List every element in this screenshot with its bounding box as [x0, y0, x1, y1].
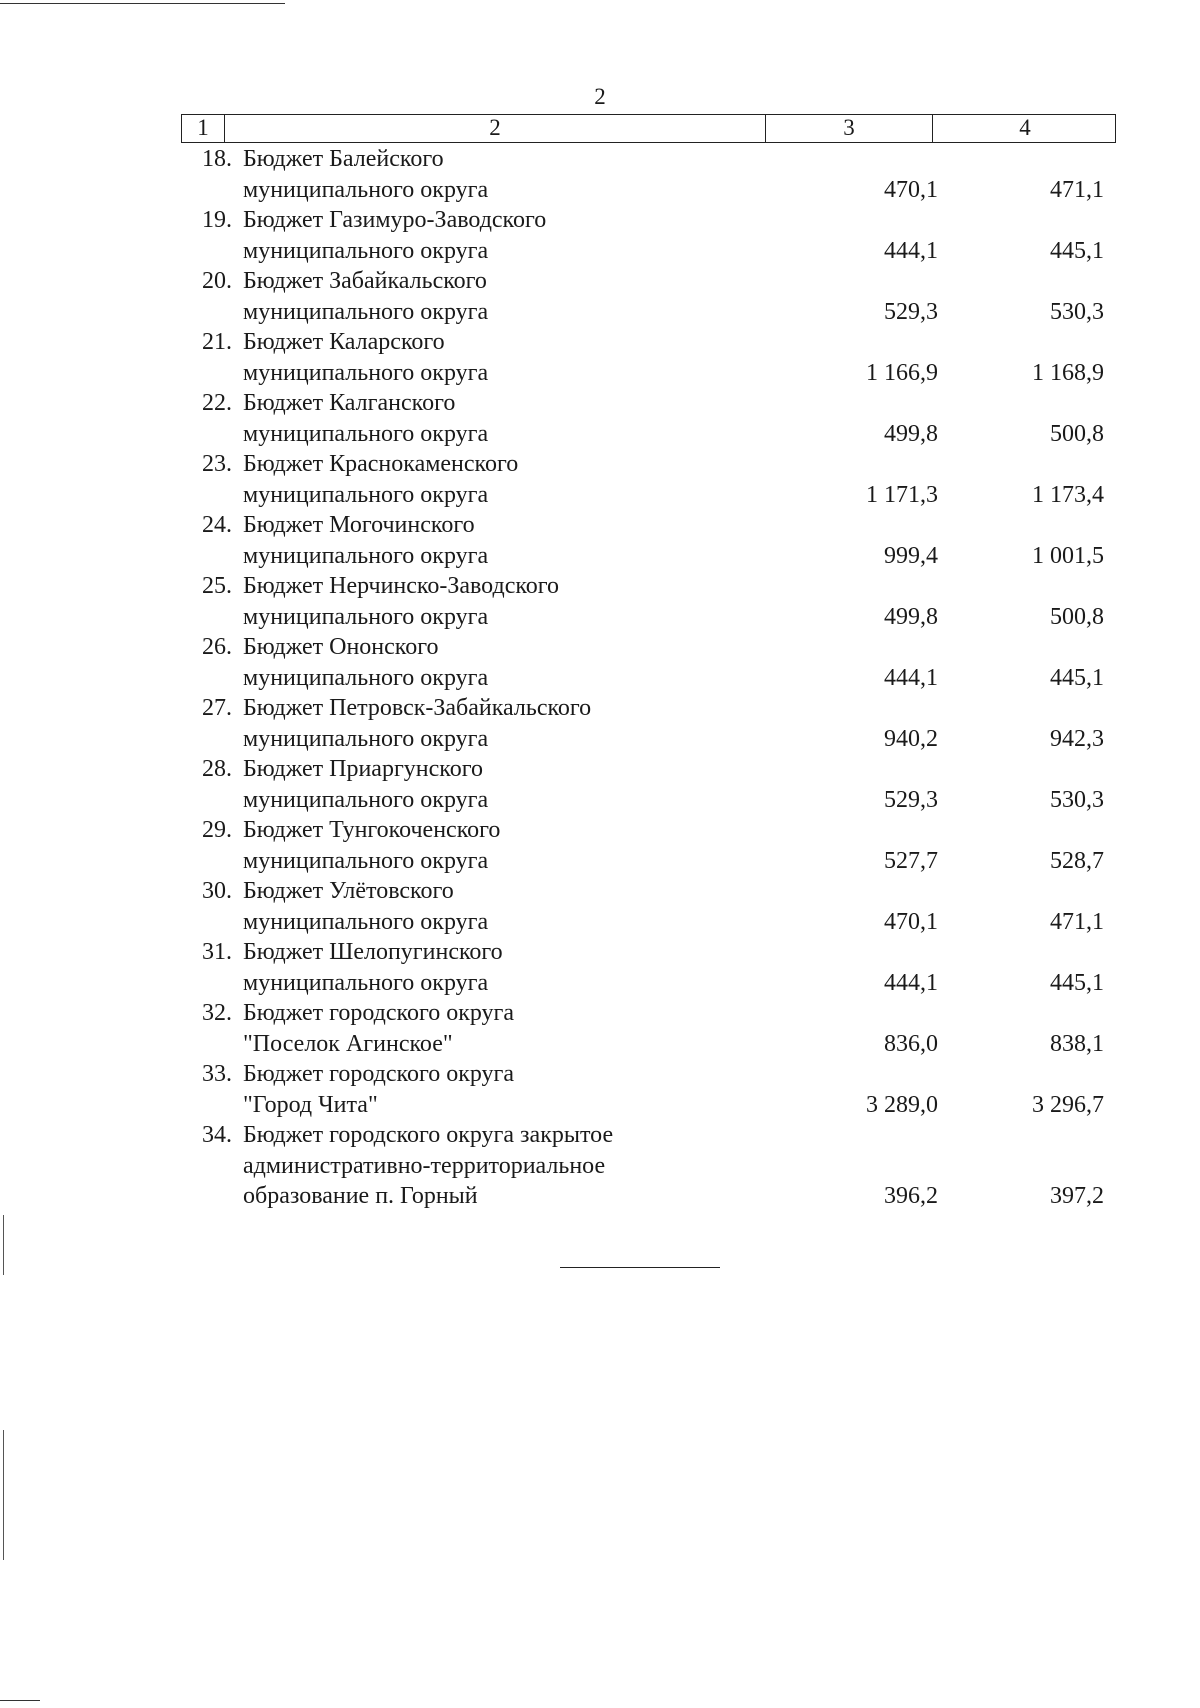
table-row-line — [0, 1059, 1200, 1090]
budget-name-text: Бюджет Улётовского — [243, 878, 454, 904]
row-number: 30. — [202, 878, 232, 904]
value-col-3: 396,2 — [884, 1183, 938, 1209]
table-row — [0, 327, 1200, 388]
value-col-4: 942,3 — [1050, 725, 1104, 752]
value-col-4: 528,7 — [1050, 847, 1104, 874]
row-number: 34. — [202, 1122, 232, 1148]
value-col-4: 1 168,9 — [1032, 359, 1104, 386]
value-col-4: 471,1 — [1050, 176, 1104, 203]
table-row — [0, 449, 1200, 510]
budget-name-text: "Поселок Агинское" — [243, 1030, 453, 1057]
row-number: 25. — [202, 573, 232, 599]
value-col-4: 530,3 — [1050, 786, 1104, 813]
table-row-line — [0, 998, 1200, 1029]
table-row-line — [0, 175, 1200, 206]
row-number: 26. — [202, 634, 232, 660]
value-col-3: 940,2 — [884, 725, 938, 752]
budget-name-text: муниципального округа — [243, 664, 489, 691]
budget-name-text: Бюджет Забайкальского — [243, 268, 487, 294]
value-col-4: 445,1 — [1050, 664, 1104, 691]
table-row-line — [0, 602, 1200, 633]
top-edge-rule — [0, 3, 285, 4]
budget-name-text: Бюджет Балейского — [243, 146, 444, 172]
row-number: 32. — [202, 1000, 232, 1026]
row-number: 31. — [202, 939, 232, 965]
value-col-4: 530,3 — [1050, 298, 1104, 325]
value-col-3: 444,1 — [884, 237, 938, 264]
table-row-line — [0, 297, 1200, 328]
budget-name-text: муниципального округа — [243, 542, 489, 569]
value-col-3: 529,3 — [884, 786, 938, 813]
budget-name-text: муниципального округа — [243, 298, 489, 325]
value-col-3: 470,1 — [884, 176, 938, 203]
budget-name-text: Бюджет Петровск-Забайкальского — [243, 695, 592, 721]
row-number: 27. — [202, 695, 232, 721]
budget-name-text: образование п. Горный — [243, 1183, 478, 1209]
page-number: 2 — [594, 84, 606, 109]
table-row — [0, 144, 1200, 205]
value-col-3: 527,7 — [884, 847, 938, 874]
value-col-3: 470,1 — [884, 908, 938, 935]
value-col-3: 1 166,9 — [866, 359, 938, 386]
table-row-line — [0, 1151, 1200, 1182]
value-col-4: 445,1 — [1050, 237, 1104, 264]
table-row-line — [0, 144, 1200, 175]
table-row-line — [0, 388, 1200, 419]
header-col-2: 2 — [489, 115, 501, 140]
budget-name-text: муниципального округа — [243, 176, 489, 203]
budget-name-text: Бюджет городского округа — [243, 1000, 515, 1026]
bottom-edge-rule — [0, 1700, 40, 1701]
budget-name-text: Бюджет городского округа закрытое — [243, 1122, 614, 1148]
budget-name-text: муниципального округа — [243, 725, 489, 752]
table-row-line — [0, 907, 1200, 938]
scan-edge-mark — [3, 1215, 4, 1275]
row-number: 24. — [202, 512, 232, 538]
table-row-line — [0, 1120, 1200, 1151]
value-col-3: 836,0 — [884, 1030, 938, 1057]
table-row — [0, 388, 1200, 449]
table-row — [0, 1059, 1200, 1120]
table-row-line — [0, 419, 1200, 450]
value-col-3: 499,8 — [884, 603, 938, 630]
header-col-3: 3 — [843, 115, 855, 140]
scan-edge-mark — [3, 1430, 4, 1560]
budget-name-text: муниципального округа — [243, 481, 489, 508]
table-row — [0, 571, 1200, 632]
table-row-line — [0, 693, 1200, 724]
table-row — [0, 876, 1200, 937]
budget-name-text: Бюджет Тунгокоченского — [243, 817, 501, 843]
budget-name-text: административно-территориальное — [243, 1152, 606, 1179]
header-col-4: 4 — [1019, 115, 1031, 140]
table-row-line — [0, 541, 1200, 572]
row-number: 33. — [202, 1061, 232, 1087]
value-col-4: 500,8 — [1050, 420, 1104, 447]
budget-name-text: муниципального округа — [243, 359, 489, 386]
budget-name-text: Бюджет Приаргунского — [243, 756, 483, 782]
table-row — [0, 937, 1200, 998]
value-col-4: 1 001,5 — [1032, 542, 1104, 569]
budget-name-text: муниципального округа — [243, 908, 489, 935]
budget-name-text: Бюджет Могочинского — [243, 512, 475, 538]
table-row-line — [0, 236, 1200, 267]
table-row — [0, 205, 1200, 266]
table-row-line — [0, 449, 1200, 480]
end-of-table-rule — [560, 1267, 720, 1268]
budget-name-text: муниципального округа — [243, 786, 489, 813]
value-col-3: 529,3 — [884, 298, 938, 325]
row-number: 23. — [202, 451, 232, 477]
table-row-line — [0, 1029, 1200, 1060]
table-row-line — [0, 510, 1200, 541]
budget-name-text: муниципального округа — [243, 237, 489, 264]
budget-name-text: муниципального округа — [243, 420, 489, 447]
value-col-3: 444,1 — [884, 969, 938, 996]
table-row-line — [0, 663, 1200, 694]
table-row — [0, 693, 1200, 754]
row-number: 18. — [202, 146, 232, 172]
budget-name-text: Бюджет Шелопугинского — [243, 939, 503, 965]
table-row — [0, 754, 1200, 815]
budget-name-text: муниципального округа — [243, 603, 489, 630]
budget-name-text: Бюджет городского округа — [243, 1061, 515, 1087]
budget-name-text: "Город Чита" — [243, 1091, 378, 1118]
table-row-line — [0, 846, 1200, 877]
budget-name-text: Бюджет Краснокаменского — [243, 451, 519, 477]
budget-name-text: Бюджет Газимуро-Заводского — [243, 207, 547, 233]
value-col-3: 1 171,3 — [866, 481, 938, 508]
row-number: 21. — [202, 329, 232, 355]
table-row-line — [0, 754, 1200, 785]
value-col-4: 500,8 — [1050, 603, 1104, 630]
budget-name-text: муниципального округа — [243, 847, 489, 874]
row-number: 28. — [202, 756, 232, 782]
table-row-line — [0, 480, 1200, 511]
table-row-line — [0, 724, 1200, 755]
value-col-3: 499,8 — [884, 420, 938, 447]
value-col-4: 1 173,4 — [1032, 481, 1104, 508]
row-number: 20. — [202, 268, 232, 294]
budget-name-text: Бюджет Калганского — [243, 390, 456, 416]
table-row-line — [0, 1090, 1200, 1121]
value-col-3: 444,1 — [884, 664, 938, 691]
budget-name-text: Бюджет Каларского — [243, 329, 445, 355]
table-row-line — [0, 358, 1200, 389]
value-col-3: 3 289,0 — [866, 1091, 938, 1118]
table-row — [0, 510, 1200, 571]
row-number: 29. — [202, 817, 232, 843]
budget-name-text: муниципального округа — [243, 969, 489, 996]
value-col-4: 838,1 — [1050, 1030, 1104, 1057]
table-row — [0, 632, 1200, 693]
budget-name-text: Бюджет Нерчинско-Заводского — [243, 573, 560, 599]
value-col-4: 445,1 — [1050, 969, 1104, 996]
table-header — [181, 114, 1116, 143]
table-row — [0, 1120, 1200, 1212]
value-col-4: 471,1 — [1050, 908, 1104, 935]
row-number: 22. — [202, 390, 232, 416]
table-row — [0, 266, 1200, 327]
table-row-line — [0, 815, 1200, 846]
header-col-1: 1 — [197, 115, 209, 140]
table-row-line — [0, 876, 1200, 907]
row-number: 19. — [202, 207, 232, 233]
table-row-line — [0, 266, 1200, 297]
value-col-3: 999,4 — [884, 542, 938, 569]
table-row-line — [0, 571, 1200, 602]
table-row — [0, 998, 1200, 1059]
value-col-4: 397,2 — [1050, 1183, 1104, 1209]
table-body — [0, 144, 1200, 1212]
value-col-4: 3 296,7 — [1032, 1091, 1104, 1118]
table-row — [0, 815, 1200, 876]
table-row-line — [0, 968, 1200, 999]
table-row-line — [0, 205, 1200, 236]
budget-name-text: Бюджет Ононского — [243, 634, 439, 660]
table-row-line — [0, 327, 1200, 358]
table-row-line — [0, 1181, 1200, 1212]
table-row-line — [0, 785, 1200, 816]
table-row-line — [0, 937, 1200, 968]
table-row-line — [0, 632, 1200, 663]
